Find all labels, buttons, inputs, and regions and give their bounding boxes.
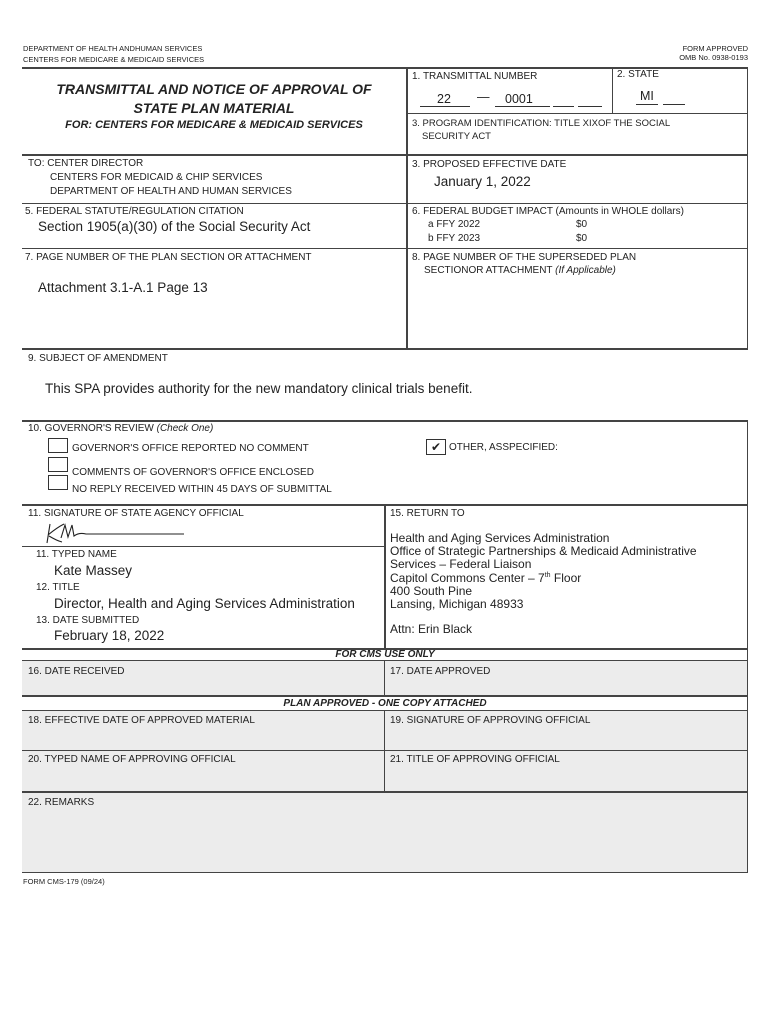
governor-no-reply-label: NO REPLY RECEIVED WITHIN 45 DAYS OF SUBMITTAL	[72, 484, 332, 495]
return-to-attn[interactable]: Attn: Erin Black	[390, 622, 473, 636]
form-id: FORM CMS-179 (09/24)	[23, 877, 105, 886]
to-line-2: CENTERS FOR MEDICAID & CHIP SERVICES	[50, 172, 263, 183]
date-submitted-value[interactable]: February 18, 2022	[54, 628, 165, 643]
typed-name-label: 11. TYPED NAME	[36, 549, 117, 560]
transmittal-number-part1[interactable]: 22	[437, 92, 451, 106]
superseded-page-label-1: 8. PAGE NUMBER OF THE SUPERSEDED PLAN	[412, 252, 637, 263]
governor-no-comment-checkbox[interactable]	[48, 438, 68, 453]
approving-title-label: 21. TITLE OF APPROVING OFFICIAL	[390, 754, 560, 765]
plan-approved-heading: PLAN APPROVED - ONE COPY ATTACHED	[283, 698, 487, 709]
statute-label: 5. FEDERAL STATUTE/REGULATION CITATION	[25, 206, 244, 217]
budget-row-b-amount[interactable]: $0	[576, 233, 588, 244]
omb-number: OMB No. 0938-0193	[679, 53, 748, 62]
signature-label: 11. SIGNATURE OF STATE AGENCY OFFICIAL	[28, 508, 244, 519]
dept-line-1: DEPARTMENT OF HEALTH ANDHUMAN SERVICES	[23, 44, 203, 53]
title-value[interactable]: Director, Health and Aging Services Administration	[54, 596, 355, 611]
governor-comments-enclosed-checkbox[interactable]	[48, 457, 68, 472]
state-value[interactable]: MI	[640, 89, 654, 103]
governor-no-reply-checkbox[interactable]	[48, 475, 68, 490]
return-to-label: 15. RETURN TO	[390, 508, 465, 519]
subject-value[interactable]: This SPA provides authority for the new mandatory clinical trials benefit.	[45, 381, 473, 396]
statute-value[interactable]: Section 1905(a)(30) of the Social Security Act	[38, 219, 311, 234]
approving-name-label: 20. TYPED NAME OF APPROVING OFFICIAL	[28, 754, 236, 765]
effective-date-approved-label: 18. EFFECTIVE DATE OF APPROVED MATERIAL	[28, 715, 255, 726]
date-approved-label: 17. DATE APPROVED	[390, 666, 491, 677]
return-to-address[interactable]: Health and Aging Services Administration Office of Strategic Partnerships & Medicaid Administrative Services – Federal Liaison Capitol Commons Center – 7th Floor 400 South Pine Lansing, Michigan 48933	[390, 531, 697, 611]
budget-row-b-label: b FFY 2023	[428, 233, 481, 244]
date-received-label: 16. DATE RECEIVED	[28, 666, 125, 677]
transmittal-number-part2[interactable]: 0001	[505, 92, 533, 106]
governor-other-checkbox[interactable]	[426, 439, 446, 455]
program-id-label-2: SECURITY ACT	[422, 131, 491, 142]
budget-row-a-label: a FFY 2022	[428, 219, 481, 230]
title-label: 12. TITLE	[36, 582, 80, 593]
transmittal-number-dash: —	[477, 90, 490, 104]
to-line-1: TO: CENTER DIRECTOR	[28, 158, 144, 169]
dept-line-2: CENTERS FOR MEDICARE & MEDICAID SERVICES	[23, 55, 205, 64]
cms-use-only-heading: FOR CMS USE ONLY	[335, 649, 435, 660]
subject-label: 9. SUBJECT OF AMENDMENT	[28, 353, 168, 364]
signature-image	[44, 522, 194, 546]
check-mark-icon: ✔	[430, 440, 442, 454]
form-for-line: FOR: CENTERS FOR MEDICARE & MEDICAID SERVICES	[65, 119, 363, 131]
remarks-label: 22. REMARKS	[28, 797, 95, 808]
program-id-label-1: 3. PROGRAM IDENTIFICATION: TITLE XIXOF THE SOCIAL	[412, 118, 671, 129]
cms-use-area-1	[22, 660, 748, 696]
plan-page-value[interactable]: Attachment 3.1-A.1 Page 13	[38, 280, 208, 295]
superseded-page-label-2: SECTIONOR ATTACHMENT (If Applicable)	[424, 265, 616, 276]
governor-other-label: OTHER, ASSPECIFIED:	[449, 442, 558, 453]
typed-name-value[interactable]: Kate Massey	[54, 563, 133, 578]
state-label: 2. STATE	[617, 69, 659, 80]
form-title-line-1: TRANSMITTAL AND NOTICE OF APPROVAL OF	[56, 81, 372, 97]
effective-date-value[interactable]: January 1, 2022	[434, 174, 531, 189]
effective-date-label: 3. PROPOSED EFFECTIVE DATE	[412, 159, 567, 170]
form-approved: FORM APPROVED	[682, 44, 748, 53]
approving-signature-label: 19. SIGNATURE OF APPROVING OFFICIAL	[390, 715, 591, 726]
governor-no-comment-label: GOVERNOR'S OFFICE REPORTED NO COMMENT	[72, 443, 309, 454]
to-line-3: DEPARTMENT OF HEALTH AND HUMAN SERVICES	[50, 186, 292, 197]
governor-review-label: 10. GOVERNOR'S REVIEW (Check One)	[28, 423, 214, 434]
governor-comments-enclosed-label: COMMENTS OF GOVERNOR'S OFFICE ENCLOSED	[72, 467, 314, 478]
form-title-line-2: STATE PLAN MATERIAL	[133, 100, 295, 116]
budget-row-a-amount[interactable]: $0	[576, 219, 588, 230]
transmittal-number-label: 1. TRANSMITTAL NUMBER	[412, 71, 538, 82]
budget-impact-label: 6. FEDERAL BUDGET IMPACT (Amounts in WHOLE dollars)	[412, 206, 684, 217]
plan-page-label: 7. PAGE NUMBER OF THE PLAN SECTION OR ATTACHMENT	[25, 252, 312, 263]
date-submitted-label: 13. DATE SUBMITTED	[36, 615, 140, 626]
